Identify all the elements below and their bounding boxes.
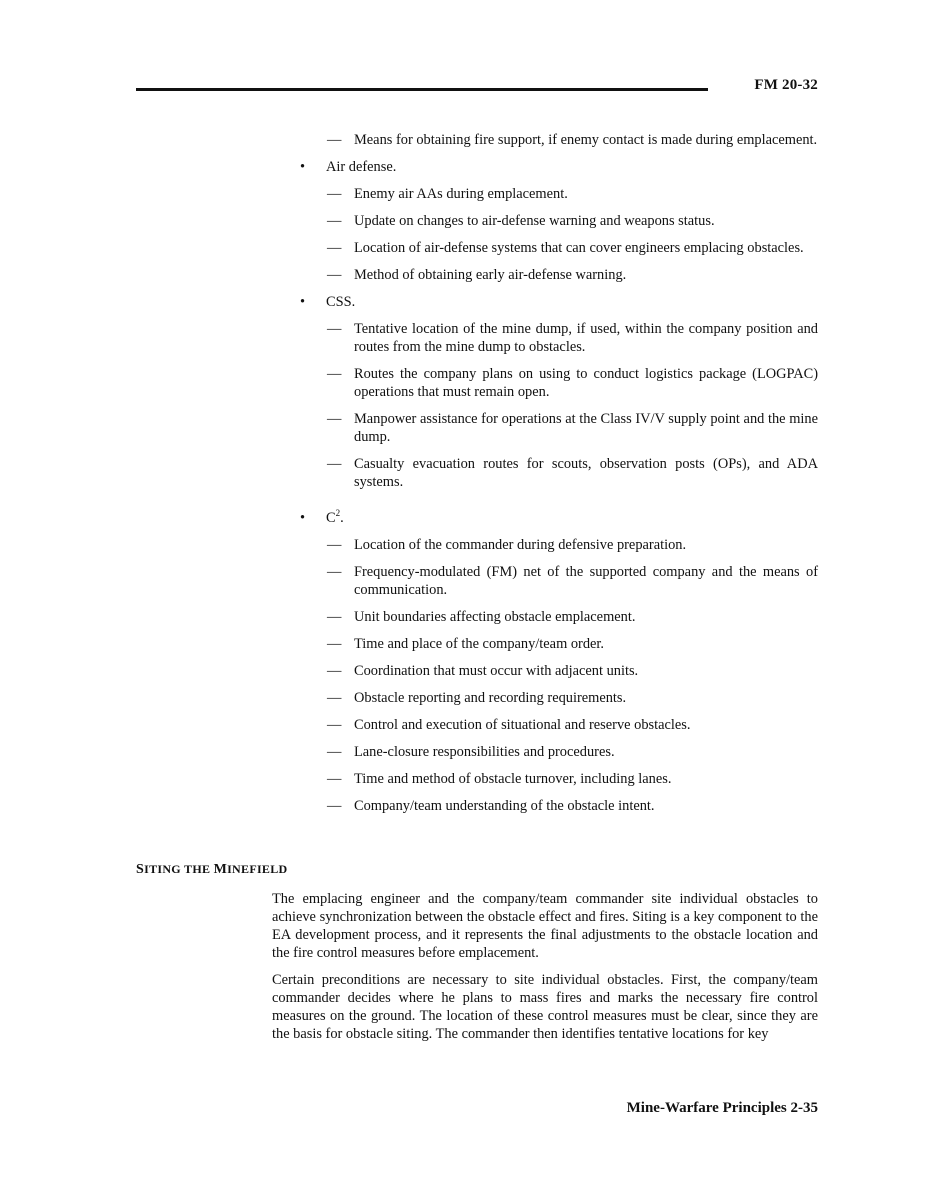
list-item: — Means for obtaining fire support, if enemy contact is made during emplacement. bbox=[300, 131, 818, 149]
list-item: — Location of the commander during defensive preparation. bbox=[300, 536, 818, 554]
list-item: — Lane-closure responsibilities and procedures. bbox=[300, 743, 818, 761]
heading-initial: M bbox=[213, 862, 228, 877]
list-item: — Obstacle reporting and recording requirements. bbox=[300, 689, 818, 707]
list-item: — Enemy air AAs during emplacement. bbox=[300, 185, 818, 203]
page-footer: Mine-Warfare Principles 2-35 bbox=[626, 1100, 818, 1116]
list-item: — Unit boundaries affecting obstacle emplacement. bbox=[300, 608, 818, 626]
section-heading bbox=[136, 862, 288, 878]
list-item: — Company/team understanding of the obstacle intent. bbox=[300, 797, 818, 815]
list-item: — Update on changes to air-defense warning and weapons status. bbox=[300, 212, 818, 230]
list-item: — Routes the company plans on using to conduct logistics package (LOGPAC) operations that must remain open. bbox=[300, 365, 818, 401]
c2-period: . bbox=[340, 510, 344, 526]
paragraph: Certain preconditions are necessary to site individual obstacles. First, the company/team commander decides where he plans to mass fires and marks the necessary fire control measures on the ground. The location of these control measures must be clear, since they are the basis for obstacle siting. The commander then identifies tentative locations for key bbox=[272, 972, 818, 1042]
requirements-list bbox=[300, 131, 818, 824]
section-body bbox=[272, 890, 818, 1052]
document-id: FM 20-32 bbox=[754, 77, 818, 93]
header-rule bbox=[136, 88, 708, 91]
c2-bullet bbox=[300, 509, 818, 527]
heading-text: ITING THE bbox=[144, 862, 214, 876]
air-defense-bullet: • Air defense. bbox=[300, 158, 818, 176]
list-item: — Control and execution of situational and reserve obstacles. bbox=[300, 716, 818, 734]
paragraph: The emplacing engineer and the company/team commander site individual obstacles to achieve synchronization between the obstacle effect and fires. Siting is a key component to the EA development process, and it represents the final adjustments to the obstacle location and the fire control measures before emplacement. bbox=[272, 891, 818, 961]
list-item: — Tentative location of the mine dump, if used, within the company position and routes from the mine dump to obstacles. bbox=[300, 320, 818, 356]
list-item: — Manpower assistance for operations at the Class IV/V supply point and the mine dump. bbox=[300, 410, 818, 446]
c2-superscript: 2 bbox=[335, 508, 341, 518]
list-item: — Time and place of the company/team order. bbox=[300, 635, 818, 653]
heading-initial: S bbox=[136, 862, 145, 877]
list-item: — Casualty evacuation routes for scouts, observation posts (OPs), and ADA systems. bbox=[300, 455, 818, 491]
list-item: — Method of obtaining early air-defense warning. bbox=[300, 266, 818, 284]
list-item: — Frequency-modulated (FM) net of the supported company and the means of communication. bbox=[300, 563, 818, 599]
list-item: — Coordination that must occur with adjacent units. bbox=[300, 662, 818, 680]
c2-label: C bbox=[326, 510, 336, 526]
heading-text: INEFIELD bbox=[227, 862, 288, 876]
css-bullet: • CSS. bbox=[300, 293, 818, 311]
list-item: — Location of air-defense systems that can cover engineers emplacing obstacles. bbox=[300, 239, 818, 257]
list-item: — Time and method of obstacle turnover, including lanes. bbox=[300, 770, 818, 788]
